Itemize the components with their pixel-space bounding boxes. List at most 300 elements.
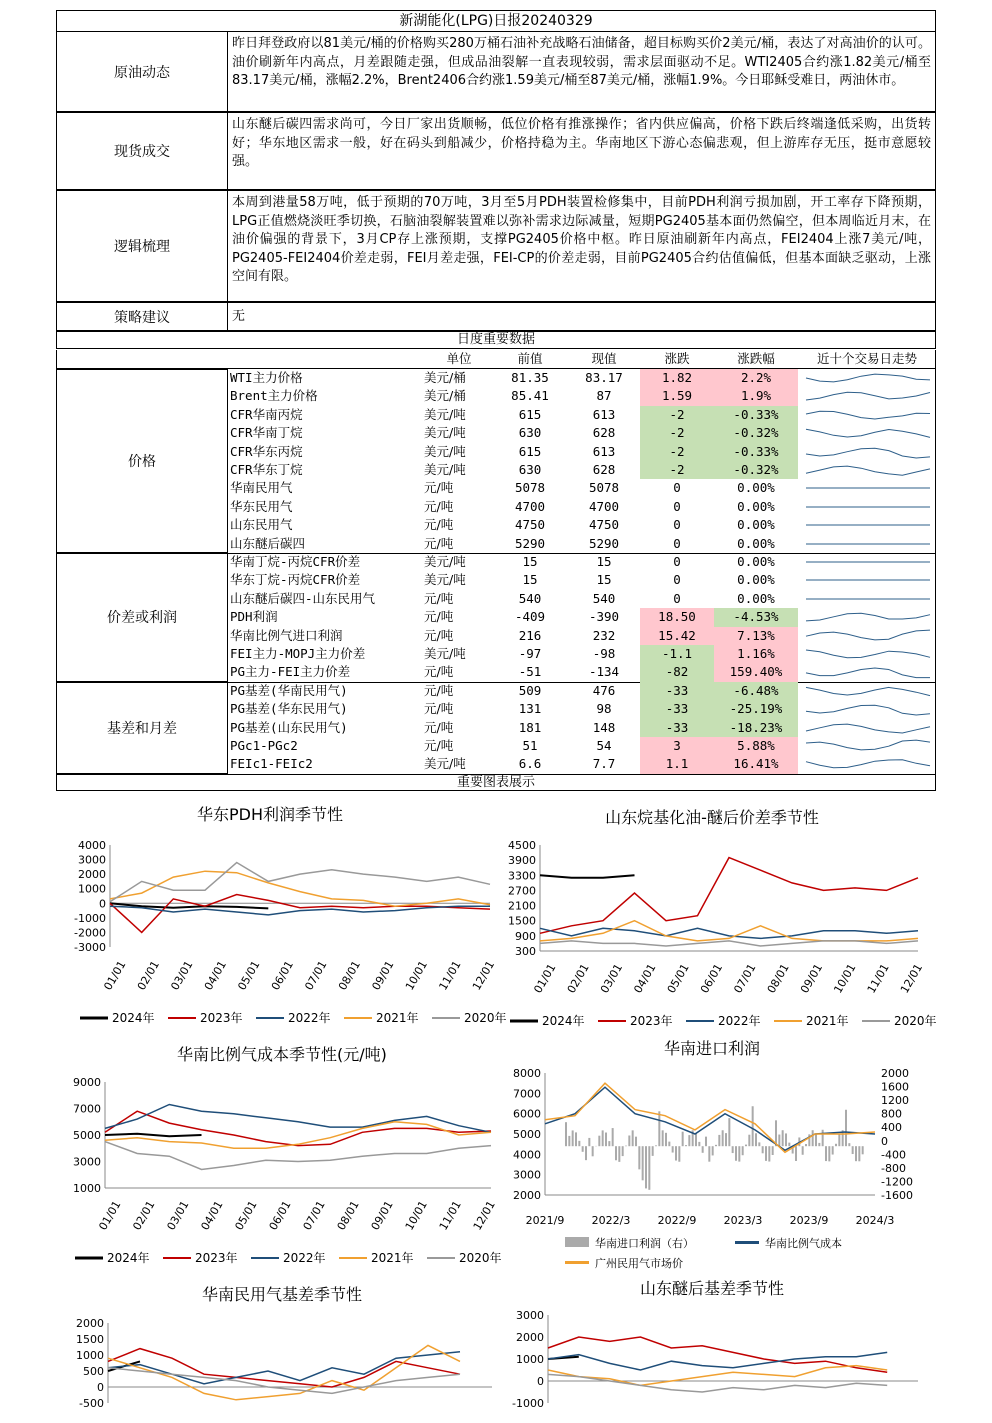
profit-bar xyxy=(825,1146,827,1161)
profit-bar xyxy=(748,1135,750,1146)
row-unit: 元/吨 xyxy=(424,516,494,534)
profit-bar xyxy=(708,1146,710,1161)
row-item: PGc1-PGc2 xyxy=(230,737,298,755)
profit-bar xyxy=(685,1145,687,1146)
row-cur: -390 xyxy=(569,608,639,626)
row-pct: -0.33% xyxy=(714,443,798,461)
row-pct: 2.2% xyxy=(714,369,798,387)
row-item: 山东民用气 xyxy=(230,516,293,534)
row-chg: 0 xyxy=(640,553,714,571)
y2-tick-label: -400 xyxy=(881,1148,906,1161)
series-line xyxy=(105,1105,491,1133)
row-pct: -0.32% xyxy=(714,424,798,442)
x-tick-label: 12/01 xyxy=(470,959,497,993)
profit-bar xyxy=(848,1143,850,1146)
x-tick-label: 2021/9 xyxy=(526,1214,565,1227)
row-prev: 509 xyxy=(495,682,565,700)
section-text: 本周到港量58万吨，低于预期的70万吨，3月至5月PDH装置检修集中，目前PDH利润亏损加剧，开工率存下降预期，LPG正值燃烧淡旺季切换，石脑油裂解装置难以弥补需求边际减量，短期PG2405基本面仍然偏空，但本周临近月末，在油价偏强的背景下，3月CP存上涨预期，支撑PG2405价格中枢。昨日原油刷新年内高点，FEI2404上涨7美元/吨，PG2405-FEI2404价差走弱，FEI月差走强，FEI-CP的价差走弱，目前PG2405合约估值偏低，但基本面缺乏驱动，上涨空间有限。 xyxy=(227,190,936,302)
profit-bar xyxy=(585,1146,587,1160)
row-pct: 0.00% xyxy=(714,590,798,608)
column-header: 近十个交易日走势 xyxy=(800,350,934,368)
y2-tick-label: 1200 xyxy=(881,1094,909,1107)
row-item: 华南民用气 xyxy=(230,479,293,497)
legend-label: 2022年 xyxy=(288,1010,331,1025)
profit-bar xyxy=(828,1146,830,1161)
x-tick-label: 09/01 xyxy=(369,1199,396,1233)
profit-bar xyxy=(668,1142,670,1147)
profit-bar xyxy=(832,1146,834,1154)
row-chg: 0 xyxy=(640,498,714,516)
row-unit: 元/吨 xyxy=(424,535,494,553)
row-item: CFR华南丙烷 xyxy=(230,406,303,424)
y2-tick-label: 1600 xyxy=(881,1081,909,1094)
legend-label: 2020年 xyxy=(894,1013,937,1028)
row-unit: 美元/吨 xyxy=(424,424,494,442)
x-tick-label: 09/01 xyxy=(369,959,396,993)
x-tick-label: 03/01 xyxy=(164,1199,191,1233)
x-tick-label: 04/01 xyxy=(631,962,658,996)
row-cur: 4700 xyxy=(569,498,639,516)
group-label: 基差和月差 xyxy=(56,682,228,774)
row-cur: 15 xyxy=(569,571,639,589)
profit-bar xyxy=(605,1133,607,1147)
charts-header: 重要图表展示 xyxy=(56,774,936,791)
legend-swatch xyxy=(565,1237,589,1247)
y-tick-label: 2000 xyxy=(76,1317,104,1330)
x-tick-label: 02/01 xyxy=(135,959,162,993)
row-pct: 7.13% xyxy=(714,627,798,645)
row-cur: 232 xyxy=(569,627,639,645)
profit-bar xyxy=(735,1146,737,1161)
row-pct: 16.41% xyxy=(714,755,798,773)
profit-bar xyxy=(772,1146,774,1155)
row-cur: 476 xyxy=(569,682,639,700)
profit-bar xyxy=(565,1122,567,1146)
x-tick-label: 2022/3 xyxy=(592,1214,631,1227)
x-tick-label: 12/01 xyxy=(471,1199,498,1233)
row-chg: 1.1 xyxy=(640,755,714,773)
legend-label: 2021年 xyxy=(371,1250,414,1265)
legend-label: 2023年 xyxy=(630,1013,673,1028)
profit-bar xyxy=(705,1137,707,1147)
row-chg: -2 xyxy=(640,461,714,479)
y-tick-label: 1500 xyxy=(76,1333,104,1346)
x-tick-label: 01/01 xyxy=(101,959,128,993)
row-prev: 181 xyxy=(495,719,565,737)
x-tick-label: 05/01 xyxy=(665,962,692,996)
row-item: FEIc1-FEIc2 xyxy=(230,755,313,773)
legend-label: 华南比例气成本 xyxy=(765,1236,842,1250)
row-unit: 元/吨 xyxy=(424,608,494,626)
profit-bar xyxy=(665,1133,667,1146)
row-cur: 540 xyxy=(569,590,639,608)
y-tick-label: -1000 xyxy=(74,912,106,925)
profit-bar xyxy=(695,1133,697,1146)
legend-label: 2024年 xyxy=(542,1013,585,1028)
y-tick-label: 1000 xyxy=(73,1182,101,1195)
y-tick-label: 900 xyxy=(515,930,536,943)
section-text: 山东醚后碳四需求尚可，今日厂家出货顺畅，低位价格有推涨操作；省内供应偏高，价格下跌后终端逢低采购，出货转好；华东地区需求一般，好在码头到船减少，价格持稳为主。华南地区下游心态偏悲观，但上游库存无压，挺市意愿较强。 xyxy=(227,112,936,190)
x-tick-label: 10/01 xyxy=(831,962,858,996)
x-tick-label: 05/01 xyxy=(232,1199,259,1233)
profit-bar xyxy=(778,1135,780,1147)
row-cur: -134 xyxy=(569,663,639,681)
row-item: WTI主力价格 xyxy=(230,369,303,387)
report-title: 新湖能化(LPG)日报20240329 xyxy=(56,10,936,32)
row-chg: 0 xyxy=(640,535,714,553)
row-cur: 5290 xyxy=(569,535,639,553)
section-label: 原油动态 xyxy=(56,31,228,112)
row-prev: 5078 xyxy=(495,479,565,497)
x-tick-label: 03/01 xyxy=(598,962,625,996)
y2-tick-label: 2000 xyxy=(881,1067,909,1080)
group-label: 价差或利润 xyxy=(56,553,228,682)
series-line xyxy=(540,928,918,938)
profit-bar xyxy=(598,1136,600,1147)
profit-bar xyxy=(575,1132,577,1146)
profit-bar xyxy=(608,1141,610,1146)
y-tick-label: 3000 xyxy=(516,1309,544,1322)
x-tick-label: 10/01 xyxy=(403,1199,430,1233)
profit-bar xyxy=(755,1133,757,1146)
row-item: PG基差(华东民用气) xyxy=(230,700,348,718)
profit-bar xyxy=(682,1132,684,1147)
x-tick-label: 03/01 xyxy=(168,959,195,993)
y-tick-label: 2000 xyxy=(516,1331,544,1344)
chart-title: 华南比例气成本季节性(元/吨) xyxy=(132,1042,432,1065)
row-cur: 7.7 xyxy=(569,755,639,773)
row-chg: -1.1 xyxy=(640,645,714,663)
legend-label: 2020年 xyxy=(464,1010,507,1025)
row-chg: -33 xyxy=(640,700,714,718)
x-tick-label: 08/01 xyxy=(336,959,363,993)
y-tick-label: 3000 xyxy=(513,1169,541,1182)
x-tick-label: 11/01 xyxy=(436,959,463,993)
profit-bar xyxy=(618,1146,620,1162)
row-prev: 4750 xyxy=(495,516,565,534)
series-line xyxy=(540,941,918,946)
profit-bar xyxy=(698,1142,700,1146)
profit-bar xyxy=(835,1144,837,1146)
profit-bar xyxy=(858,1146,860,1161)
profit-bar xyxy=(845,1110,847,1146)
profit-bar xyxy=(815,1134,817,1147)
x-tick-label: 02/01 xyxy=(565,962,592,996)
profit-bar xyxy=(782,1130,784,1146)
row-pct: 0.00% xyxy=(714,498,798,516)
x-tick-label: 11/01 xyxy=(865,962,892,996)
profit-bar xyxy=(622,1146,624,1156)
legend-swatch xyxy=(565,1261,589,1264)
legend-label: 2023年 xyxy=(200,1010,243,1025)
profit-bar xyxy=(765,1146,767,1161)
x-tick-label: 2024/3 xyxy=(856,1214,895,1227)
row-pct: 0.00% xyxy=(714,516,798,534)
section-label: 现货成交 xyxy=(56,112,228,190)
x-tick-label: 2023/3 xyxy=(724,1214,763,1227)
profit-bar xyxy=(788,1143,790,1147)
row-item: 山东醚后碳四-山东民用气 xyxy=(230,590,375,608)
row-pct: 1.9% xyxy=(714,387,798,405)
y-tick-label: 7000 xyxy=(73,1103,101,1116)
profit-bar xyxy=(728,1118,730,1146)
column-header: 涨跌幅 xyxy=(714,350,798,368)
row-chg: 0 xyxy=(640,590,714,608)
row-unit: 元/吨 xyxy=(424,663,494,681)
section-label: 逻辑梳理 xyxy=(56,190,228,302)
profit-bar xyxy=(838,1134,840,1146)
profit-bar xyxy=(852,1146,854,1154)
x-tick-label: 2022/9 xyxy=(658,1214,697,1227)
column-header: 涨跌 xyxy=(640,350,714,368)
y-tick-label: 4000 xyxy=(513,1148,541,1161)
y-tick-label: 9000 xyxy=(73,1076,101,1089)
row-item: CFR华东丁烷 xyxy=(230,461,303,479)
profit-bar xyxy=(655,1145,657,1146)
section-text: 无 xyxy=(227,302,936,331)
row-prev: 540 xyxy=(495,590,565,608)
y-tick-label: -1000 xyxy=(512,1397,544,1410)
profit-bar xyxy=(718,1135,720,1146)
profit-bar xyxy=(785,1133,787,1146)
row-pct: 5.88% xyxy=(714,737,798,755)
row-cur: 87 xyxy=(569,387,639,405)
legend-label: 2021年 xyxy=(806,1013,849,1028)
y-tick-label: 2000 xyxy=(78,868,106,881)
row-cur: 4750 xyxy=(569,516,639,534)
y-tick-label: 4000 xyxy=(78,839,106,852)
x-tick-label: 07/01 xyxy=(302,959,329,993)
profit-bar xyxy=(645,1146,647,1188)
y-tick-label: 4500 xyxy=(508,839,536,852)
profit-bar xyxy=(638,1146,640,1169)
row-chg: 3 xyxy=(640,737,714,755)
x-tick-label: 2023/9 xyxy=(790,1214,829,1227)
row-chg: -2 xyxy=(640,443,714,461)
y-tick-label: 500 xyxy=(83,1365,104,1378)
x-tick-label: 02/01 xyxy=(130,1199,157,1233)
row-pct: -6.48% xyxy=(714,682,798,700)
row-prev: 630 xyxy=(495,424,565,442)
row-unit: 元/吨 xyxy=(424,682,494,700)
legend-label: 华南进口利润（右） xyxy=(595,1236,694,1250)
row-prev: 15 xyxy=(495,553,565,571)
series-line xyxy=(105,1134,202,1137)
x-tick-label: 04/01 xyxy=(198,1199,225,1233)
section-label: 策略建议 xyxy=(56,302,228,331)
row-item: PG基差(山东民用气) xyxy=(230,719,348,737)
profit-bar xyxy=(615,1146,617,1160)
profit-bar xyxy=(648,1146,650,1190)
row-prev: 51 xyxy=(495,737,565,755)
row-prev: -409 xyxy=(495,608,565,626)
profit-bar xyxy=(822,1130,824,1146)
y-tick-label: 5000 xyxy=(73,1129,101,1142)
row-chg: -33 xyxy=(640,682,714,700)
row-chg: -2 xyxy=(640,424,714,442)
series-line xyxy=(108,1349,460,1387)
row-pct: -0.32% xyxy=(714,461,798,479)
x-tick-label: 06/01 xyxy=(267,1199,294,1233)
chart-title: 华东PDH利润季节性 xyxy=(120,802,420,825)
column-header: 前值 xyxy=(495,350,565,368)
row-item: Brent主力价格 xyxy=(230,387,318,405)
y-tick-label: 5000 xyxy=(513,1128,541,1141)
row-item: 华南丁烷-丙烷CFR价差 xyxy=(230,553,360,571)
row-pct: 159.40% xyxy=(714,663,798,681)
row-pct: -25.19% xyxy=(714,700,798,718)
row-unit: 美元/桶 xyxy=(424,369,494,387)
profit-bar xyxy=(712,1146,714,1155)
profit-bar xyxy=(722,1130,724,1146)
row-unit: 元/吨 xyxy=(424,737,494,755)
row-prev: -51 xyxy=(495,663,565,681)
profit-bar xyxy=(742,1146,744,1155)
series-line xyxy=(545,1083,875,1152)
row-prev: 15 xyxy=(495,571,565,589)
profit-bar xyxy=(805,1144,807,1146)
row-cur: 613 xyxy=(569,443,639,461)
row-pct: 0.00% xyxy=(714,535,798,553)
row-cur: 5078 xyxy=(569,479,639,497)
row-unit: 元/吨 xyxy=(424,627,494,645)
x-tick-label: 06/01 xyxy=(698,962,725,996)
profit-bar xyxy=(715,1145,717,1146)
profit-bar xyxy=(568,1136,570,1146)
profit-bar xyxy=(855,1146,857,1161)
profit-bar xyxy=(662,1130,664,1146)
row-cur: 15 xyxy=(569,553,639,571)
chart-plot xyxy=(48,1323,552,1423)
section-text: 昨日拜登政府以81美元/桶的价格购买280万桶石油补充战略石油储备，超目标购买价2美元/桶，表达了对高油价的认可。油价刷新年内高点，月差跟随走强，但成品油裂解一直表现较弱，需求层面驱动不足。WTI2405合约涨1.82美元/桶至83.17美元/桶，涨幅2.2%，Brent2406合约涨1.59美元/桶至87美元/桶，涨幅1.9%。今日耶稣受难日，两油休市。 xyxy=(227,31,936,112)
profit-bar xyxy=(658,1111,660,1146)
profit-bar xyxy=(625,1146,627,1147)
row-chg: 0 xyxy=(640,479,714,497)
profit-bar xyxy=(818,1143,820,1146)
row-cur: 148 xyxy=(569,719,639,737)
chart-title: 山东烷基化油-醚后价差季节性 xyxy=(562,805,862,828)
profit-bar xyxy=(582,1146,584,1152)
y2-tick-label: -1200 xyxy=(881,1175,913,1188)
row-unit: 美元/吨 xyxy=(424,443,494,461)
row-item: PG主力-FEI主力价差 xyxy=(230,663,350,681)
x-tick-label: 09/01 xyxy=(798,962,825,996)
row-cur: 54 xyxy=(569,737,639,755)
row-unit: 美元/吨 xyxy=(424,571,494,589)
legend-label: 2021年 xyxy=(376,1010,419,1025)
row-chg: -82 xyxy=(640,663,714,681)
y-tick-label: 1000 xyxy=(516,1353,544,1366)
row-unit: 元/吨 xyxy=(424,719,494,737)
profit-bar xyxy=(602,1130,604,1146)
series-line xyxy=(110,863,490,902)
x-tick-label: 01/01 xyxy=(96,1199,123,1233)
y-tick-label: 1000 xyxy=(76,1349,104,1362)
row-cur: 83.17 xyxy=(569,369,639,387)
x-tick-label: 04/01 xyxy=(202,959,229,993)
series-line xyxy=(110,895,490,933)
profit-bar xyxy=(752,1106,754,1146)
y-tick-label: 1500 xyxy=(508,915,536,928)
y-tick-label: 3000 xyxy=(78,854,106,867)
legend-label: 广州民用气市场价 xyxy=(595,1256,683,1270)
row-unit: 美元/桶 xyxy=(424,387,494,405)
profit-bar xyxy=(802,1146,804,1155)
row-cur: 98 xyxy=(569,700,639,718)
row-unit: 元/吨 xyxy=(424,498,494,516)
row-chg: -33 xyxy=(640,719,714,737)
column-header: 现值 xyxy=(569,350,639,368)
series-line xyxy=(548,1366,887,1386)
row-chg: 18.50 xyxy=(640,608,714,626)
row-cur: -98 xyxy=(569,645,639,663)
row-prev: 615 xyxy=(495,406,565,424)
row-item: PG基差(华南民用气) xyxy=(230,682,348,700)
profit-bar xyxy=(762,1146,764,1153)
row-chg: 1.82 xyxy=(640,369,714,387)
row-chg: 1.59 xyxy=(640,387,714,405)
legend-label: 2020年 xyxy=(459,1250,502,1265)
profit-bar xyxy=(862,1146,864,1154)
y2-tick-label: -800 xyxy=(881,1162,906,1175)
row-pct: 0.00% xyxy=(714,571,798,589)
row-item: 华南比例气进口利润 xyxy=(230,627,343,645)
row-chg: 0 xyxy=(640,571,714,589)
row-prev: 630 xyxy=(495,461,565,479)
x-tick-label: 07/01 xyxy=(301,1199,328,1233)
row-prev: -97 xyxy=(495,645,565,663)
legend-label: 2024年 xyxy=(112,1010,155,1025)
legend-label: 2023年 xyxy=(195,1250,238,1265)
chart-title: 华南进口利润 xyxy=(562,1036,862,1059)
profit-bar xyxy=(745,1145,747,1147)
profit-bar xyxy=(632,1130,634,1146)
row-prev: 81.35 xyxy=(495,369,565,387)
x-tick-label: 05/01 xyxy=(235,959,262,993)
series-line xyxy=(108,1368,460,1394)
profit-bar xyxy=(688,1135,690,1146)
y2-tick-label: 0 xyxy=(881,1135,888,1148)
row-prev: 5290 xyxy=(495,535,565,553)
y-tick-label: 0 xyxy=(99,897,106,910)
row-item: CFR华东丙烷 xyxy=(230,443,303,461)
row-prev: 6.6 xyxy=(495,755,565,773)
profit-bar xyxy=(812,1130,814,1146)
row-prev: 85.41 xyxy=(495,387,565,405)
x-tick-label: 01/01 xyxy=(531,962,558,996)
row-item: 山东醚后碳四 xyxy=(230,535,305,553)
profit-bar xyxy=(628,1135,630,1146)
series-line xyxy=(540,875,635,878)
row-chg: 0 xyxy=(640,516,714,534)
profit-bar xyxy=(768,1146,770,1161)
row-cur: 613 xyxy=(569,406,639,424)
row-item: 华东民用气 xyxy=(230,498,293,516)
profit-bar xyxy=(702,1146,704,1153)
row-unit: 美元/吨 xyxy=(424,553,494,571)
chart-title: 华南民用气基差季节性 xyxy=(132,1282,432,1305)
legend-label: 2022年 xyxy=(718,1013,761,1028)
row-cur: 628 xyxy=(569,424,639,442)
row-pct: 1.16% xyxy=(714,645,798,663)
row-cur: 628 xyxy=(569,461,639,479)
row-item: FEI主力-MOPJ主力价差 xyxy=(230,645,365,663)
legend-label: 2022年 xyxy=(283,1250,326,1265)
x-tick-label: 10/01 xyxy=(403,959,430,993)
profit-bar xyxy=(652,1146,654,1156)
x-tick-label: 08/01 xyxy=(335,1199,362,1233)
profit-bar xyxy=(678,1146,680,1162)
